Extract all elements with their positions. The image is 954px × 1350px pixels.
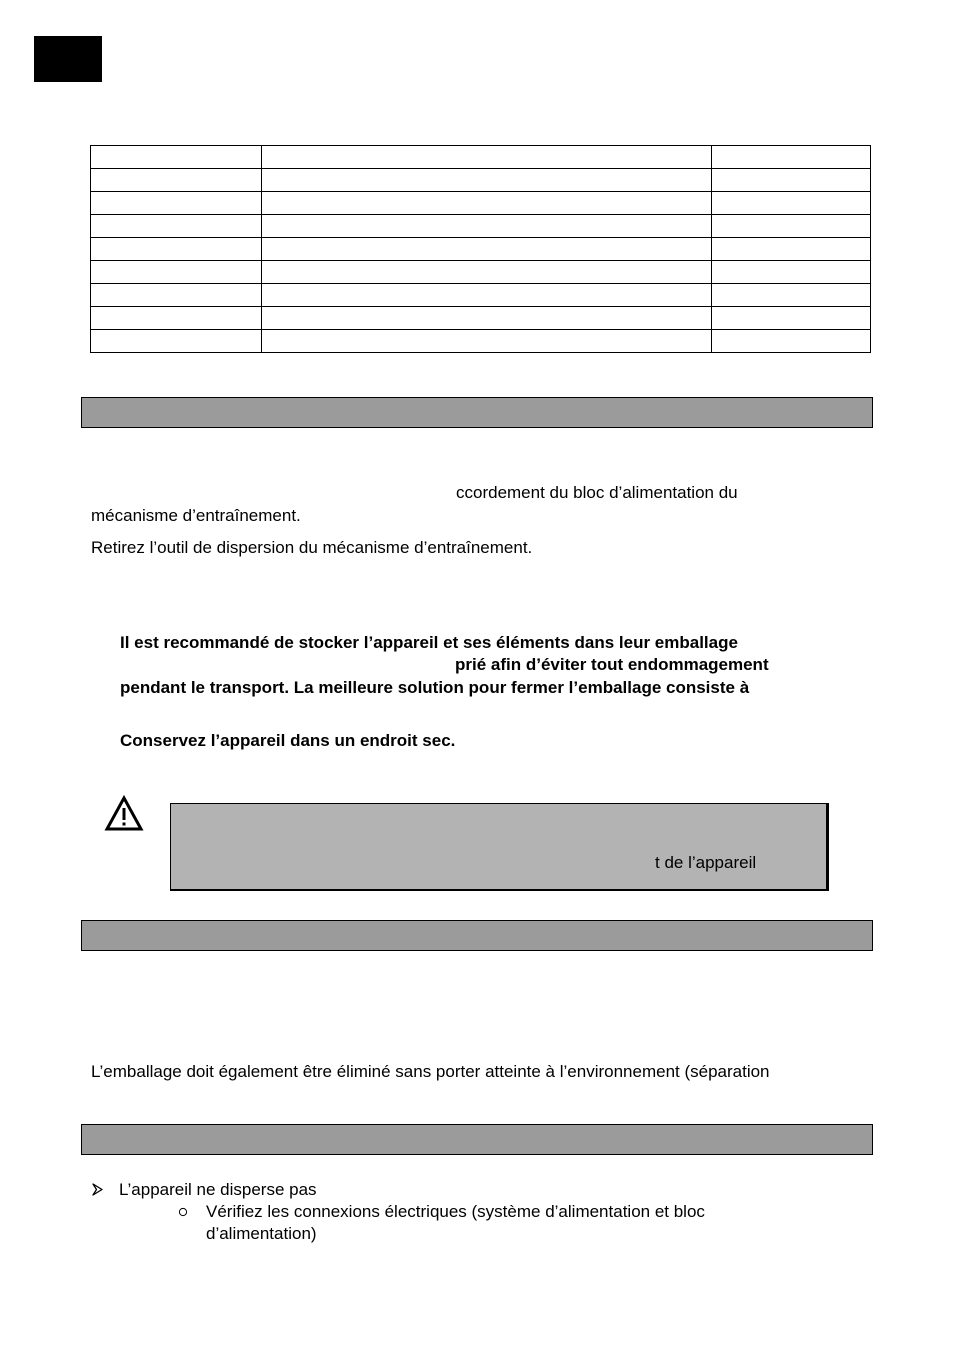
table-cell — [712, 330, 871, 353]
table-row — [91, 146, 871, 169]
section-bar-troubleshooting — [81, 1124, 873, 1155]
cleaning-line-2: mécanisme d’entraînement. — [91, 506, 301, 525]
table-row — [91, 307, 871, 330]
table-cell — [262, 146, 712, 169]
table-cell — [712, 261, 871, 284]
table-cell — [91, 169, 262, 192]
trouble-sub-1: Vérifiez les connexions électriques (système d’alimentation et bloc — [206, 1202, 705, 1221]
storage-line-2: prié afin d’éviter tout endommagement — [455, 655, 769, 674]
table-row — [91, 215, 871, 238]
page-tab-marker — [34, 36, 102, 82]
table-cell — [91, 238, 262, 261]
table-cell — [262, 330, 712, 353]
storage-line-3: pendant le transport. La meilleure solution pour fermer l’emballage consiste à — [120, 678, 750, 697]
table-cell — [712, 215, 871, 238]
table-cell — [712, 307, 871, 330]
table-cell — [262, 238, 712, 261]
table-cell — [91, 261, 262, 284]
section-bar-disposal — [81, 920, 873, 951]
trouble-bullet-1: L’appareil ne disperse pas — [119, 1180, 317, 1199]
storage-line-1: Il est recommandé de stocker l’appareil et ses éléments dans leur emballage — [120, 633, 738, 652]
table-cell — [91, 215, 262, 238]
table-cell — [712, 169, 871, 192]
table-row — [91, 238, 871, 261]
table-cell — [91, 146, 262, 169]
table-cell — [262, 261, 712, 284]
specs-table — [90, 145, 871, 353]
table-cell — [91, 330, 262, 353]
cleaning-line-1: ccordement du bloc d’alimentation du — [456, 483, 738, 502]
table-cell — [712, 238, 871, 261]
section-bar-cleaning — [81, 397, 873, 428]
table-cell — [712, 146, 871, 169]
table-cell — [262, 307, 712, 330]
warning-triangle-icon — [104, 795, 144, 833]
arrow-bullet-icon — [92, 1183, 104, 1196]
table-cell — [91, 192, 262, 215]
table-cell — [262, 215, 712, 238]
table-cell — [712, 284, 871, 307]
table-row — [91, 169, 871, 192]
table-row — [91, 284, 871, 307]
table-cell — [262, 192, 712, 215]
storage-line-4: Conservez l’appareil dans un endroit sec. — [120, 731, 456, 750]
disposal-line-1: L’emballage doit également être éliminé sans porter atteinte à l’environnement (séparation — [91, 1062, 770, 1081]
table-cell — [712, 192, 871, 215]
warning-box — [170, 803, 829, 891]
cleaning-line-3: Retirez l’outil de dispersion du mécanisme d’entraînement. — [91, 538, 533, 557]
table-row — [91, 261, 871, 284]
table-row — [91, 192, 871, 215]
table-cell — [262, 169, 712, 192]
table-cell — [91, 284, 262, 307]
table-cell — [91, 307, 262, 330]
circle-bullet-icon — [178, 1207, 188, 1217]
table-row — [91, 330, 871, 353]
warning-text: t de l’appareil — [655, 853, 757, 872]
trouble-sub-2: d’alimentation) — [206, 1224, 317, 1243]
table-cell — [262, 284, 712, 307]
